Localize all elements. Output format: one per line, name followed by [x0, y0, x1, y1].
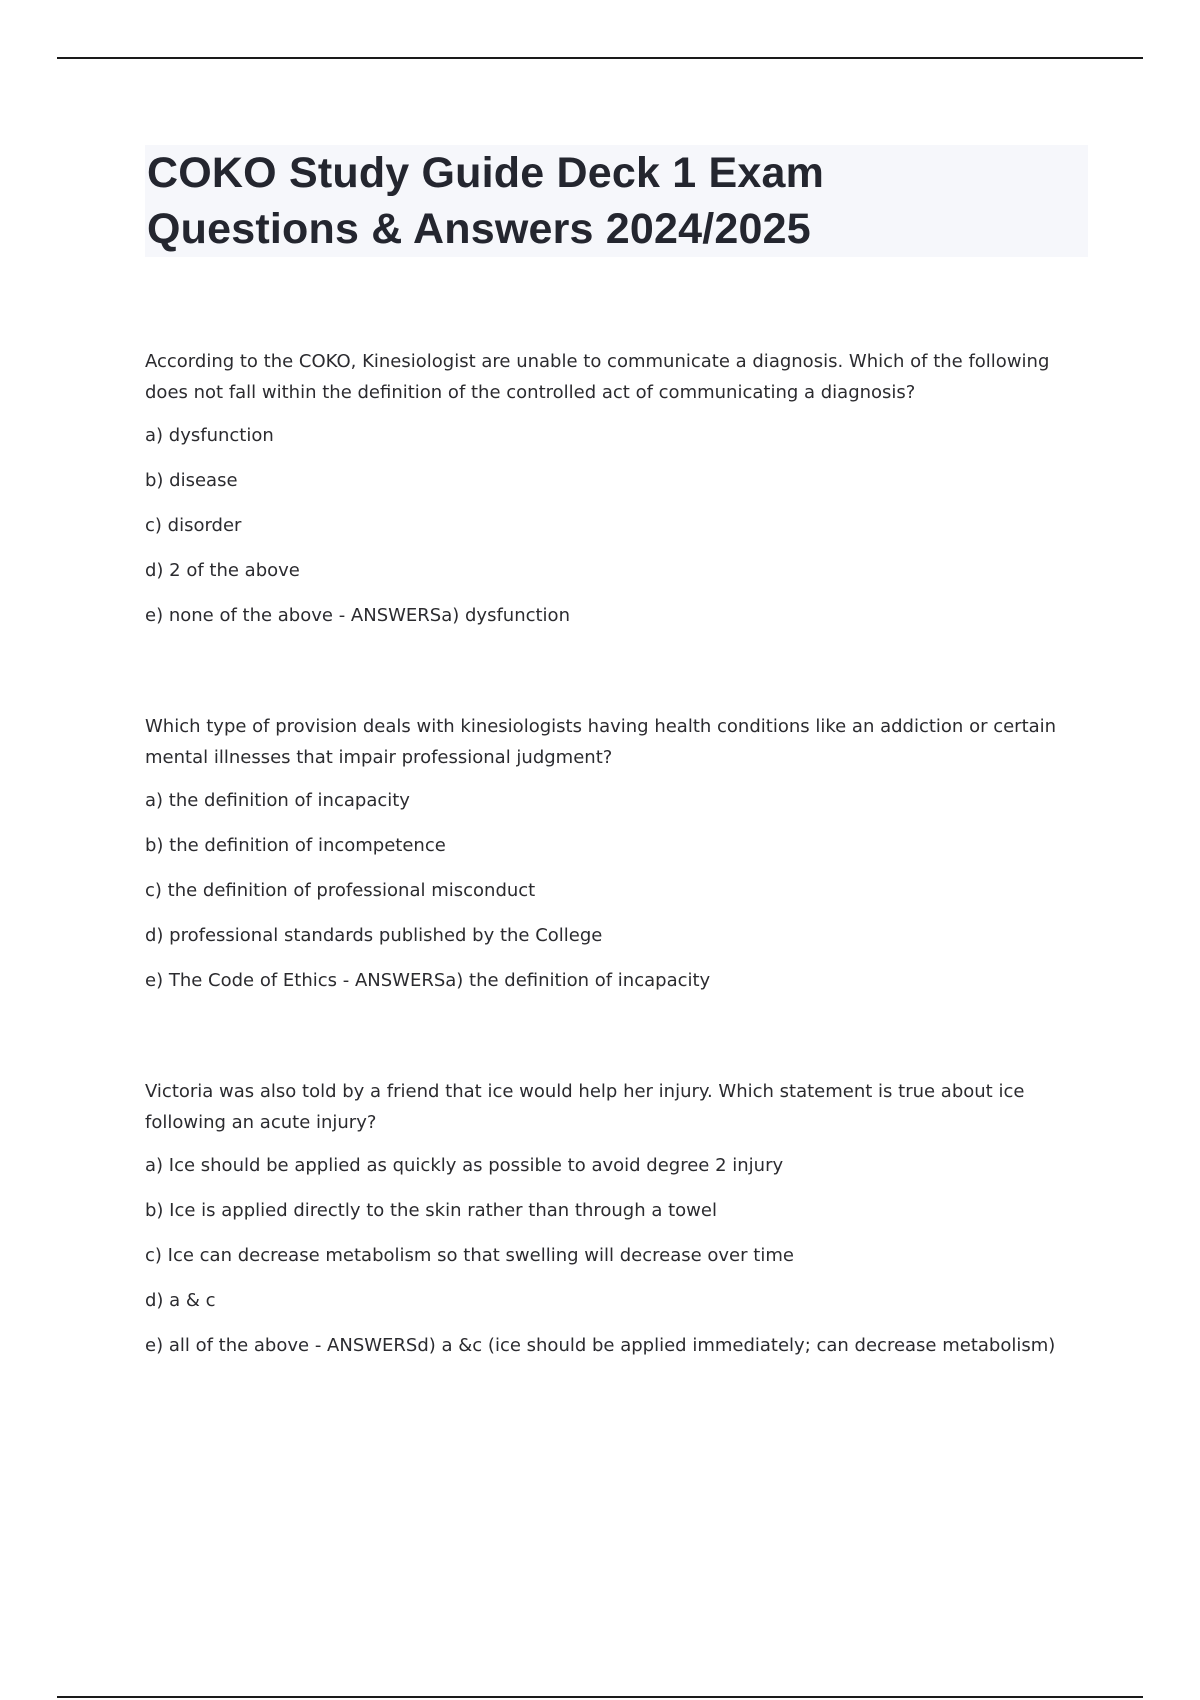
title-banner: [145, 145, 1088, 257]
page-title-line-2: Questions & Answers 2024/2025: [147, 205, 811, 253]
answer-option-c: c) Ice can decrease metabolism so that swelling will decrease over time: [145, 1245, 794, 1266]
question-block-2: [145, 711, 1065, 998]
top-divider: [57, 57, 1143, 59]
answer-option-b: b) Ice is applied directly to the skin rather than through a towel: [145, 1200, 717, 1221]
question-text: According to the COKO, Kinesiologist are unable to communicate a diagnosis. Which of the following does not fall within the definition of the controlled act of communicating a diagnosis?: [145, 351, 1050, 403]
answer-option-b: b) disease: [145, 470, 238, 491]
answer-option-b: b) the definition of incompetence: [145, 835, 446, 856]
answer-option-c: c) disorder: [145, 515, 242, 536]
answer-option-a: a) the definition of incapacity: [145, 790, 410, 811]
answer-option-e: e) none of the above - ANSWERSa) dysfunction: [145, 605, 570, 626]
answer-option-d: d) professional standards published by the College: [145, 925, 603, 946]
answer-option-a: a) Ice should be applied as quickly as possible to avoid degree 2 injury: [145, 1155, 784, 1176]
question-block-1: [145, 346, 1065, 633]
question-text: Victoria was also told by a friend that ice would help her injury. Which statement is true about ice following an acute injury?: [145, 1081, 1025, 1133]
page-title: [147, 145, 1088, 257]
answer-option-e: e) all of the above - ANSWERSd) a &c (ice should be applied immediately; can decrease metabolism): [145, 1335, 1056, 1356]
question-list: [145, 346, 1065, 1441]
answer-option-c: c) the definition of professional misconduct: [145, 880, 536, 901]
answer-option-d: d) 2 of the above: [145, 560, 300, 581]
question-text: Which type of provision deals with kinesiologists having health conditions like an addiction or certain mental illnesses that impair professional judgment?: [145, 716, 1057, 768]
bottom-divider: [57, 1696, 1143, 1698]
answer-option-a: a) dysfunction: [145, 425, 274, 446]
answer-option-d: d) a & c: [145, 1290, 216, 1311]
question-block-3: [145, 1076, 1065, 1363]
page-title-line-1: COKO Study Guide Deck 1 Exam: [147, 149, 825, 197]
answer-option-e: e) The Code of Ethics - ANSWERSa) the definition of incapacity: [145, 970, 711, 991]
